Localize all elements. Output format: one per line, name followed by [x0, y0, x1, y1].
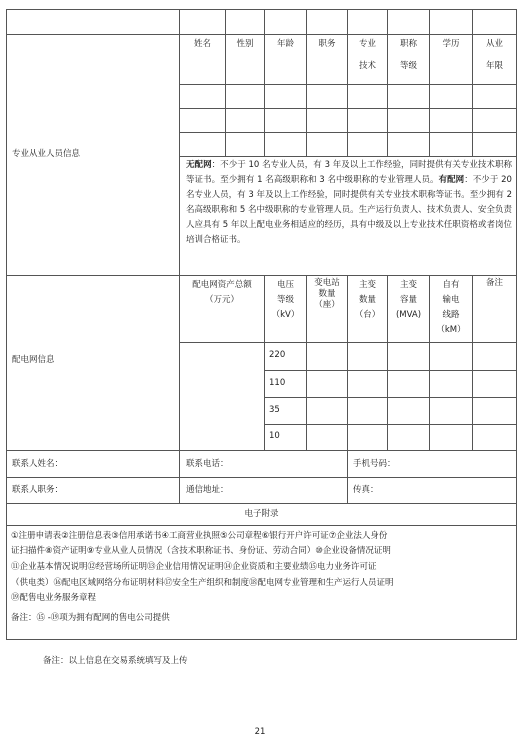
- top-row-cell: [387, 9, 430, 35]
- top-row-cell: [306, 9, 348, 35]
- staff-row-cell[interactable]: [387, 108, 430, 133]
- staff-row-cell[interactable]: [429, 108, 473, 133]
- contact-fax-label: 传真：: [353, 485, 379, 495]
- grid-value-cell[interactable]: [429, 397, 473, 425]
- staff-row-cell[interactable]: [429, 132, 473, 157]
- grid-value-cell[interactable]: [472, 342, 517, 371]
- grid-title: 有配网: [438, 175, 465, 185]
- attachments-title: 电子附录: [244, 509, 279, 519]
- staff-row-cell[interactable]: [347, 132, 388, 157]
- header-transformer-capacity: 主变 容量 (MVA): [395, 280, 422, 320]
- attachments-line-5: ⑲配售电业务服务章程: [11, 593, 97, 603]
- grid-value-cell[interactable]: [347, 424, 388, 451]
- contact-address-label: 通信地址：: [186, 485, 229, 495]
- page-number: 21: [254, 727, 266, 737]
- staff-row-cell[interactable]: [264, 132, 307, 157]
- grid-value-cell[interactable]: [347, 370, 388, 398]
- header-transformer-count: 主变 数量 （台）: [354, 280, 381, 320]
- staff-row-cell[interactable]: [225, 84, 265, 109]
- grid-text: ：不少于 20 名专业人员，有 3 年及以上工作经验，同时提供有关专业技术职称等证书。至少拥有 2 名高级职称和 5 名中级职称的专业管理人员。生产运行负责人、技术负责人、安全负责人应具有 5 年以上配电业务相适应的经历，具有中级及以上专业技术任职资格或者岗位培训合格证书。: [186, 175, 512, 245]
- grid-value-cell[interactable]: [429, 342, 473, 371]
- header-specialty: 专业 技术: [358, 39, 376, 71]
- attachments-line-4: （供电类）⑯配电区域网络分布证明材料⑰安全生产组织和制度⑱配电网专业管理和生产运行人员证明: [11, 578, 394, 588]
- header-title-level: 职称 等级: [399, 39, 417, 71]
- staff-row-cell[interactable]: [306, 108, 348, 133]
- grid-value-cell[interactable]: [306, 397, 348, 425]
- top-row-label-cell: [6, 9, 180, 35]
- asset-total-value-cell[interactable]: [179, 342, 265, 451]
- staff-row-cell[interactable]: [472, 108, 517, 133]
- grid-section-label: 配电网信息: [12, 355, 55, 365]
- header-voltage: 电压 等级 （kV）: [271, 280, 300, 320]
- header-years: 从业 年限: [485, 39, 503, 71]
- staff-row-cell[interactable]: [306, 132, 348, 157]
- staff-row-cell[interactable]: [179, 132, 226, 157]
- voltage-10: 10: [269, 431, 280, 441]
- header-own-lines: 自有 输电 线路 （kM）: [436, 280, 466, 335]
- top-row-cell: [179, 9, 226, 35]
- top-row-cell: [264, 9, 307, 35]
- top-row-cell: [347, 9, 388, 35]
- staff-requirements-text: [186, 158, 512, 248]
- staff-row-cell[interactable]: [264, 108, 307, 133]
- grid-value-cell[interactable]: [347, 397, 388, 425]
- staff-row-cell[interactable]: [347, 84, 388, 109]
- staff-row-cell[interactable]: [264, 84, 307, 109]
- staff-row-cell[interactable]: [179, 84, 226, 109]
- top-row-cell: [472, 9, 517, 35]
- grid-value-cell[interactable]: [472, 397, 517, 425]
- grid-value-cell[interactable]: [429, 424, 473, 451]
- header-asset-total: 配电网资产总额（万元）: [192, 280, 252, 305]
- staff-row-cell[interactable]: [387, 84, 430, 109]
- grid-value-cell[interactable]: [347, 342, 388, 371]
- staff-row-cell[interactable]: [429, 84, 473, 109]
- grid-value-cell[interactable]: [472, 370, 517, 398]
- voltage-220: 220: [269, 350, 286, 360]
- top-row-cell: [429, 9, 473, 35]
- attachments-line-2: 证扫描件⑧资产证明⑨专业从业人员情况（含技术职称证书、身份证、劳动合同）⑩企业设备情况证明: [11, 546, 391, 556]
- contact-phone-label: 联系电话：: [186, 459, 229, 469]
- header-education: 学历: [442, 39, 460, 49]
- grid-value-cell[interactable]: [472, 424, 517, 451]
- staff-row-cell[interactable]: [472, 84, 517, 109]
- grid-value-cell[interactable]: [387, 424, 430, 451]
- header-gender: 性别: [236, 39, 254, 49]
- grid-value-cell[interactable]: [306, 342, 348, 371]
- staff-row-cell[interactable]: [179, 108, 226, 133]
- staff-row-cell[interactable]: [306, 84, 348, 109]
- contact-name-label: 联系人姓名：: [12, 459, 64, 469]
- voltage-35: 35: [269, 405, 280, 415]
- grid-value-cell[interactable]: [306, 370, 348, 398]
- grid-value-cell[interactable]: [387, 397, 430, 425]
- header-substation-count: 变电站 数量 （座）: [314, 278, 340, 310]
- contact-mobile-label: 手机号码：: [353, 459, 396, 469]
- contact-position-label: 联系人职务：: [12, 485, 64, 495]
- header-position: 职务: [318, 39, 336, 49]
- attachments-line-3: ⑪企业基本情况说明⑫经营场所证明⑬企业信用情况证明⑭企业资质和主要业绩⑮电力业务许可证: [11, 562, 377, 572]
- grid-value-cell[interactable]: [306, 424, 348, 451]
- grid-value-cell[interactable]: [387, 342, 430, 371]
- top-row-cell: [225, 9, 265, 35]
- footer-note: 备注：以上信息在交易系统填写及上传: [43, 656, 188, 666]
- staff-row-cell[interactable]: [225, 132, 265, 157]
- staff-row-cell[interactable]: [472, 132, 517, 157]
- staff-row-cell[interactable]: [225, 108, 265, 133]
- staff-section-label: 专业从业人员信息: [12, 149, 81, 159]
- no-grid-text: ：不少于 10 名专业人员，有 3 年及以上工作经验，同时提供有关专业技术职称等证书。至少拥有 1 名高级职称和 3 名中级职称的专业管理人员。: [186, 160, 512, 185]
- header-name: 姓名: [193, 39, 211, 49]
- header-age: 年龄: [276, 39, 294, 49]
- staff-row-cell[interactable]: [347, 108, 388, 133]
- attachments-note: 备注：⑮ -⑲项为拥有配网的售电公司提供: [11, 613, 170, 623]
- no-grid-title: 无配网: [186, 160, 212, 170]
- staff-row-cell[interactable]: [387, 132, 430, 157]
- header-remarks: 备注: [485, 278, 503, 288]
- grid-value-cell[interactable]: [387, 370, 430, 398]
- grid-value-cell[interactable]: [429, 370, 473, 398]
- voltage-110: 110: [269, 378, 286, 388]
- attachments-line-1: ①注册申请表②注册信息表③信用承诺书④工商营业执照⑤公司章程⑥银行开户许可证⑦企业法人身份: [11, 531, 388, 541]
